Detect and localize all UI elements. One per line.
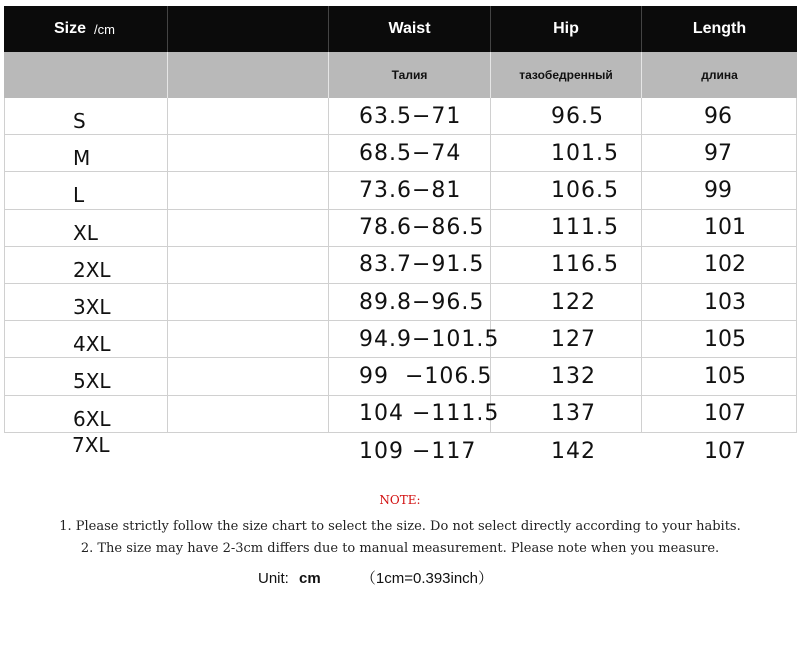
size-chart-table (4, 6, 797, 470)
table-row (4, 321, 797, 358)
hip-cell: 127 (491, 321, 642, 358)
blank-cell (168, 135, 329, 172)
waist-cell: 83.7−91.5 (329, 247, 491, 284)
hip-cell: 111.5 (491, 210, 642, 247)
table-header-row (4, 6, 797, 52)
blank-cell (168, 396, 329, 433)
length-cell: 102 (642, 247, 797, 284)
waist-cell: 94.9−101.5 (329, 321, 491, 358)
table-row (4, 210, 797, 247)
waist-cell: 63.5−71 (329, 98, 491, 135)
header-size-label: Size (54, 20, 87, 37)
hip-cell: 122 (491, 284, 642, 321)
table-row (4, 284, 797, 321)
size-cell: L (4, 172, 168, 209)
hip-cell: 106.5 (491, 172, 642, 209)
length-cell: 105 (642, 321, 797, 358)
length-cell: 99 (642, 172, 797, 209)
hip-cell: 142 (551, 438, 596, 464)
header-waist: Waist (329, 6, 491, 52)
unit-label: Unit: (258, 570, 289, 587)
waist-cell: 104 −111.5 (329, 396, 491, 433)
size-cell: 5XL (4, 358, 168, 395)
subheader-blank-2 (168, 52, 329, 98)
table-row (4, 396, 797, 433)
length-cell: 103 (642, 284, 797, 321)
length-cell: 96 (642, 98, 797, 135)
size-cell: XL (4, 210, 168, 247)
hip-cell: 132 (491, 358, 642, 395)
length-cell: 107 (704, 438, 746, 464)
header-blank (168, 6, 329, 52)
subheader-length: длина (642, 52, 797, 98)
length-cell: 97 (642, 135, 797, 172)
header-length: Length (642, 6, 797, 52)
waist-cell: 109 −117 (359, 438, 477, 464)
notes-section (0, 493, 800, 563)
table-subheader-row (4, 52, 797, 98)
subheader-waist: Талия (329, 52, 491, 98)
header-size-unit: /cm (94, 21, 115, 37)
table-row (4, 358, 797, 395)
blank-cell (168, 284, 329, 321)
table-row (4, 135, 797, 172)
blank-cell (168, 358, 329, 395)
header-size (4, 6, 168, 52)
waist-cell: 99 −106.5 (329, 358, 491, 395)
waist-cell: 73.6−81 (329, 172, 491, 209)
hip-cell: 137 (491, 396, 642, 433)
blank-cell (168, 321, 329, 358)
blank-cell (168, 433, 329, 470)
size-cell: 7XL (72, 432, 110, 457)
table-row (4, 247, 797, 284)
hip-cell: 116.5 (491, 247, 642, 284)
size-cell: 6XL (4, 396, 168, 433)
size-cell: M (4, 135, 168, 172)
note-line-1: 1. Please strictly follow the size chart to select the size. Do not select directly according to your habits. (59, 519, 741, 534)
table-row (4, 433, 797, 470)
note-line-2: 2. The size may have 2-3cm differs due to manual measurement. Please note when you measure. (80, 541, 720, 556)
table-row (4, 172, 797, 209)
waist-cell: 78.6−86.5 (329, 210, 491, 247)
subheader-hip: тазобедренный (491, 52, 642, 98)
length-cell: 105 (642, 358, 797, 395)
blank-cell (168, 210, 329, 247)
unit-conversion: （1cm=0.393inch） (360, 570, 494, 587)
blank-cell (168, 98, 329, 135)
blank-cell (168, 172, 329, 209)
unit-value: cm (299, 570, 321, 587)
length-cell: 107 (642, 396, 797, 433)
hip-cell: 101.5 (491, 135, 642, 172)
waist-cell: 68.5−74 (329, 135, 491, 172)
hip-cell: 96.5 (491, 98, 642, 135)
header-hip: Hip (491, 6, 642, 52)
table-row (4, 98, 797, 135)
length-cell: 101 (642, 210, 797, 247)
size-cell: 4XL (4, 321, 168, 358)
size-cell: 2XL (4, 247, 168, 284)
size-cell: 3XL (4, 284, 168, 321)
note-title: NOTE: (379, 493, 421, 507)
unit-line (258, 567, 493, 588)
size-cell: S (4, 98, 168, 135)
subheader-blank-1 (4, 52, 168, 98)
waist-cell: 89.8−96.5 (329, 284, 491, 321)
blank-cell (168, 247, 329, 284)
